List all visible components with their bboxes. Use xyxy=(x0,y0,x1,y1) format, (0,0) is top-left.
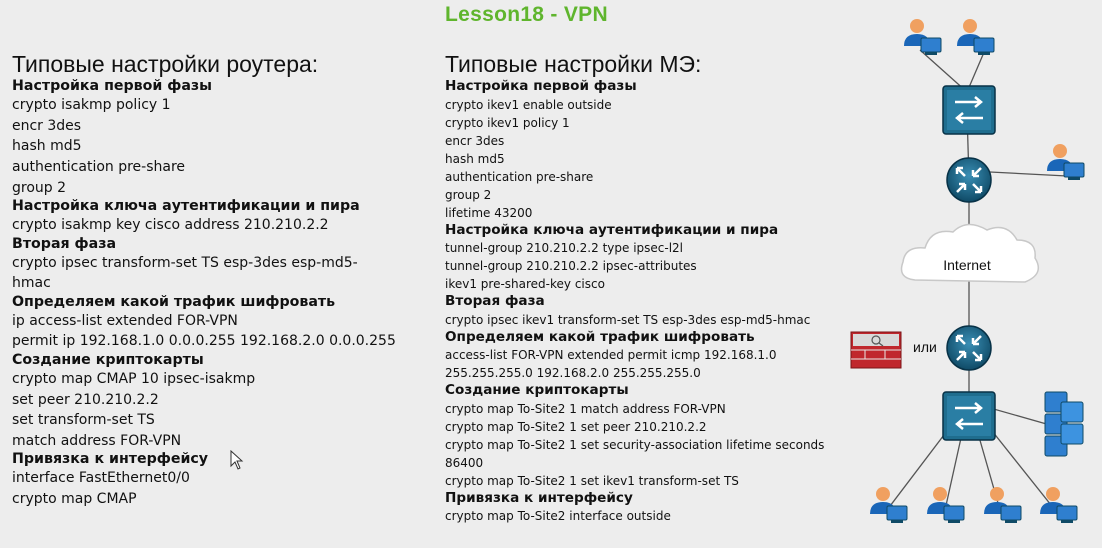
section-heading: Привязка к интерфейсу xyxy=(445,489,633,506)
section-heading: Определяем какой трафик шифровать xyxy=(445,328,755,345)
config-line: crypto map To-Site2 1 set security-association lifetime seconds 86400 xyxy=(445,437,825,470)
section-heading: Вторая фаза xyxy=(445,293,545,310)
firewall-icon xyxy=(851,332,901,368)
user-icon xyxy=(984,487,1021,523)
user-icon xyxy=(957,19,994,55)
section-heading: Настройка первой фазы xyxy=(445,78,637,95)
config-line: access-list FOR-VPN extended permit icmp 192.168.1.0 255.255.255.0 192.168.2.0 255.255.255.0 xyxy=(445,348,777,381)
user-icon xyxy=(904,19,941,55)
section-heading: Настройка первой фазы xyxy=(12,78,212,95)
section-heading: Определяем какой трафик шифровать xyxy=(12,293,336,310)
or-label: или xyxy=(913,339,937,355)
firewall-config-list xyxy=(445,78,845,525)
config-line: match address FOR-VPN xyxy=(12,432,182,449)
config-line: hash md5 xyxy=(445,151,505,166)
router-config-list xyxy=(12,78,432,510)
cloud-icon xyxy=(902,224,1039,282)
section-heading: Настройка ключа аутентификации и пира xyxy=(12,198,360,215)
section-heading: Создание криптокарты xyxy=(445,382,629,399)
user-icon xyxy=(1040,487,1077,523)
config-line: permit ip 192.168.1.0 0.0.0.255 192.168.2.0 0.0.0.255 xyxy=(12,333,396,350)
config-line: encr 3des xyxy=(12,117,82,134)
user-icon xyxy=(927,487,964,523)
router-icon xyxy=(947,158,991,202)
firewall-config-column xyxy=(445,52,845,525)
config-line: crypto map CMAP xyxy=(12,491,137,508)
config-line: group 2 xyxy=(445,187,492,202)
config-line: interface FastEthernet0/0 xyxy=(12,470,190,487)
config-line: crypto map To-Site2 1 set peer 210.210.2.2 xyxy=(445,419,707,434)
firewall-config-heading: Типовые настройки МЭ: xyxy=(445,51,702,77)
section-heading: Вторая фаза xyxy=(12,235,117,252)
config-line: crypto ipsec ikev1 transform-set TS esp-3des esp-md5-hmac xyxy=(445,312,811,327)
config-line: tunnel-group 210.210.2.2 ipsec-attributes xyxy=(445,259,697,274)
config-line: group 2 xyxy=(12,179,67,196)
config-line: crypto ikev1 policy 1 xyxy=(445,115,570,130)
config-line: crypto map To-Site2 1 match address FOR-VPN xyxy=(445,401,726,416)
config-line: authentication pre-share xyxy=(445,169,594,184)
config-line: set transform-set TS xyxy=(12,412,155,429)
mouse-cursor-icon xyxy=(230,450,246,472)
config-line: tunnel-group 210.210.2.2 type ipsec-l2l xyxy=(445,241,684,256)
config-line: crypto ipsec transform-set TS esp-3des esp-md5- hmac xyxy=(12,254,358,292)
switch-icon xyxy=(943,86,995,134)
config-line: crypto ikev1 enable outside xyxy=(445,97,612,112)
config-line: authentication pre-share xyxy=(12,158,186,175)
section-heading: Привязка к интерфейсу xyxy=(12,451,209,468)
user-icon xyxy=(870,487,907,523)
config-line: encr 3des xyxy=(445,133,505,148)
page-title: Lesson18 - VPN xyxy=(445,3,608,26)
config-line: lifetime 43200 xyxy=(445,205,533,220)
section-heading: Настройка ключа аутентификации и пира xyxy=(445,221,779,238)
config-line: hash md5 xyxy=(12,138,82,155)
config-line: ip access-list extended FOR-VPN xyxy=(12,312,238,329)
config-line: crypto map To-Site2 interface outside xyxy=(445,509,671,524)
switch-icon xyxy=(943,392,995,440)
router-icon xyxy=(947,326,991,370)
router-config-heading: Типовые настройки роутера: xyxy=(12,51,319,77)
config-line: crypto map CMAP 10 ipsec-isakmp xyxy=(12,371,256,388)
config-line: ikev1 pre-shared-key cisco xyxy=(445,277,605,292)
network-diagram xyxy=(845,0,1102,548)
config-line: crypto isakmp policy 1 xyxy=(12,97,171,114)
section-heading: Создание криптокарты xyxy=(12,352,204,369)
router-config-column xyxy=(12,52,432,510)
config-line: set peer 210.210.2.2 xyxy=(12,391,159,408)
server-icon xyxy=(1045,392,1083,456)
internet-label: Internet xyxy=(943,257,991,273)
config-line: crypto isakmp key cisco address 210.210.2.2 xyxy=(12,217,329,234)
config-line: crypto map To-Site2 1 set ikev1 transform-set TS xyxy=(445,473,739,488)
